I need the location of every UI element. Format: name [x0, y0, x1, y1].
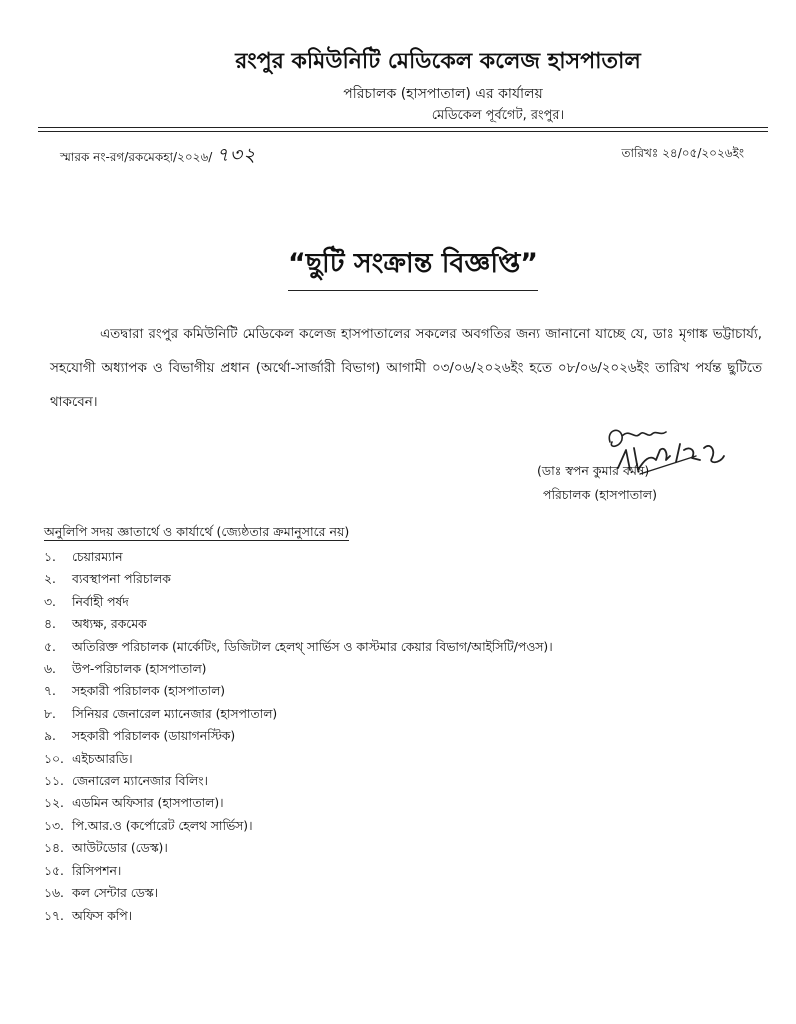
copy-list-heading-text: অনুলিপি সদয় জ্ঞাতার্থে ও কার্যার্থে (জ্যেষ্ঠতার ক্রমানুসারে নয়)	[44, 524, 350, 539]
list-item-text: অতিরিক্ত পরিচালক (মার্কেটিং, ডিজিটাল হেলথ্‌ সার্ভিস ও কাস্টমার কেয়ার বিভাগ/আইসিটি/পওস)।	[72, 639, 553, 654]
list-item	[44, 546, 553, 568]
list-item-number: ৮.	[44, 706, 56, 721]
list-item	[44, 591, 553, 613]
list-item-text: এডমিন অফিসার (হাসপাতাল)।	[72, 796, 224, 811]
list-item-text: চেয়ারম্যান	[72, 550, 123, 564]
list-item-number: ১১.	[44, 774, 64, 789]
list-item	[44, 658, 553, 680]
list-item-number: ৯.	[44, 729, 56, 744]
list-item-number: ৫.	[44, 639, 56, 654]
list-item-number: ১৬.	[44, 886, 64, 901]
signer-name: (ডাঃ স্বপন কুমার বর্মন)	[537, 463, 650, 478]
list-item-text: এইচআরডি।	[72, 751, 133, 766]
signer-title: পরিচালক (হাসপাতাল)	[543, 487, 657, 502]
list-item	[44, 815, 553, 837]
office-address: মেডিকেল পূর্বগেট, রংপুর।	[431, 108, 565, 123]
list-item	[44, 860, 553, 882]
list-item	[44, 568, 553, 590]
list-item-text: কল সেন্টার ডেস্ক।	[72, 886, 158, 901]
notice-title	[0, 243, 796, 291]
organization-name: রংপুর কমিউনিটি মেডিকেল কলেজ হাসপাতাল	[235, 49, 641, 74]
list-item	[44, 636, 553, 658]
list-item-text: আউটডোর (ডেস্ক)।	[72, 841, 168, 856]
list-item	[44, 613, 553, 635]
list-item-text: উপ-পরিচালক (হাসপাতাল)	[72, 662, 207, 677]
list-item-text: ব্যবস্থাপনা পরিচালক	[72, 572, 171, 587]
list-item-text: রিসিপশন।	[72, 863, 122, 878]
list-item-number: ১৭.	[44, 908, 64, 923]
list-item-number: ৩.	[44, 594, 56, 609]
memo-handwritten-number: ৭৩২	[216, 144, 257, 166]
list-item-number: ১২.	[44, 796, 64, 811]
list-item-text: নির্বাহী পর্ষদ	[72, 594, 129, 609]
list-item-number: ২.	[44, 572, 56, 587]
list-item	[44, 703, 553, 725]
list-item-text: সিনিয়র জেনারেল ম্যানেজার (হাসপাতাল)	[72, 706, 278, 721]
list-item-number: ১৪.	[44, 841, 64, 856]
header-divider-top	[38, 127, 768, 128]
list-item	[44, 792, 553, 814]
list-item	[44, 748, 553, 770]
list-item	[44, 680, 553, 702]
header-divider-bottom	[38, 131, 768, 132]
list-item	[44, 882, 553, 904]
list-item-text: জেনারেল ম্যানেজার বিলিং।	[72, 774, 208, 789]
list-item-number: ৪.	[44, 617, 56, 632]
list-item-number: ১৩.	[44, 818, 64, 833]
list-item	[44, 770, 553, 792]
list-item	[44, 725, 553, 747]
list-item-text: পি.আর.ও (কর্পোরেট হেলথ সার্ভিস)।	[72, 818, 253, 833]
list-item-number: ১৫.	[44, 863, 64, 878]
list-item-text: সহকারী পরিচালক (ডায়াগনস্টিক)	[72, 729, 236, 744]
list-item-number: ৬.	[44, 662, 56, 677]
memo-number	[60, 141, 256, 173]
list-item-text: সহকারী পরিচালক (হাসপাতাল)	[72, 684, 226, 699]
notice-body: এতদ্বারা রংপুর কমিউনিটি মেডিকেল কলেজ হাসপাতালের সকলের অবগতির জন্য জানানো যাচ্ছে যে, ডাঃ মৃগাঙ্ক ভট্টাচার্য্য, সহযোগী অধ্যাপক ও বিভাগীয় প্রধান (অর্থো-সার্জারী বিভাগ) আগামী ০৩/০৬/২০২৬ইং হতে ০৮/০৬/২০২৬ইং তারিখ পর্যন্ত ছুটিতে থাকবেন।	[50, 327, 762, 410]
notice-title-text: “ছুটি সংক্রান্ত বিজ্ঞপ্তি”	[288, 243, 538, 291]
list-item-number: ১০.	[44, 751, 64, 766]
copy-list-heading	[44, 524, 349, 544]
list-item	[44, 905, 553, 927]
office-name: পরিচালক (হাসপাতাল) এর কার্যালয়	[343, 86, 543, 102]
list-item	[44, 837, 553, 859]
list-item-text: অধ্যক্ষ, রকমেক	[72, 617, 147, 632]
memo-prefix: স্মারক নং-রগ/রকমেকহা/২০২৬/	[60, 150, 213, 164]
memo-date: তারিখঃ ২৪/০৫/২০২৬ইং	[621, 146, 744, 160]
list-item-number: ১.	[44, 550, 56, 564]
list-item-number: ৭.	[44, 684, 56, 699]
copy-list	[44, 546, 553, 927]
list-item-text: অফিস কপি।	[72, 908, 133, 923]
